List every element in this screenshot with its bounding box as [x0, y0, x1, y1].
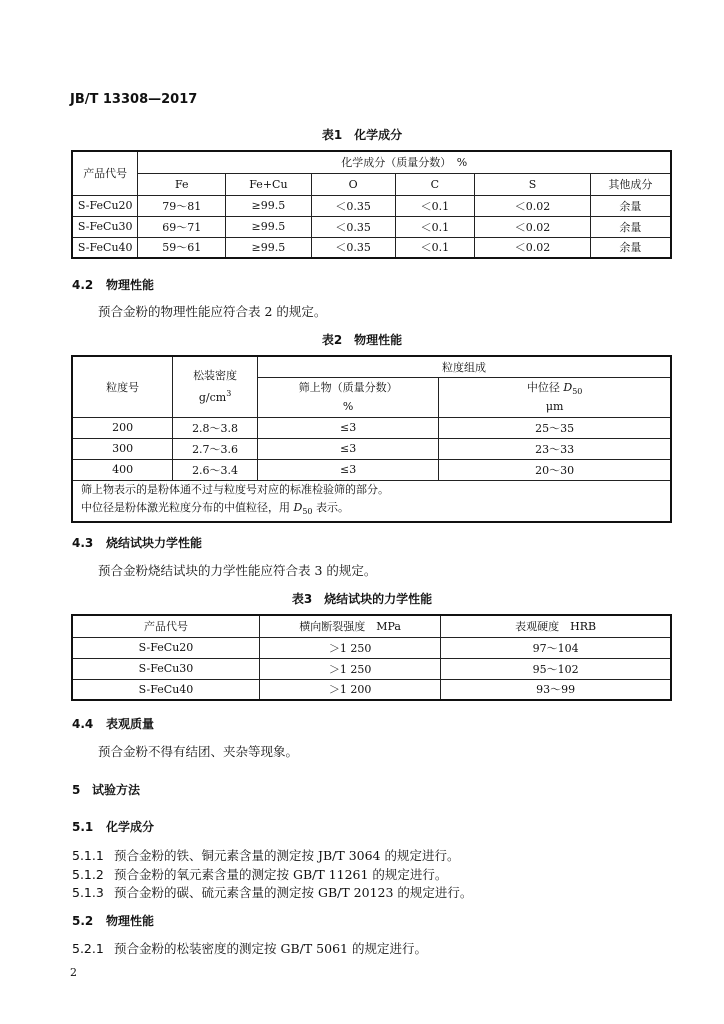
- table-row: [72, 658, 671, 679]
- section-title: 试验方法: [92, 783, 141, 797]
- table2: [71, 355, 672, 523]
- table-row: [72, 417, 671, 438]
- table-cell: S-FeCu20: [72, 637, 259, 658]
- table-cell: 69～71: [138, 216, 226, 237]
- table1-col-fecu: Fe+Cu: [226, 173, 312, 195]
- table1-col-o: O: [311, 173, 395, 195]
- table-row: [72, 679, 671, 700]
- clause-text: 预合金粉的松装密度的测定按 GB/T 5061 的规定进行。: [114, 941, 427, 956]
- table-cell: 59～61: [138, 237, 226, 258]
- table3-col-strength: 横向断裂强度 MPa: [259, 615, 440, 637]
- section-number: 4.4: [72, 717, 94, 731]
- table1-caption: 表1 化学成分: [321, 128, 403, 142]
- table-cell: 20～30: [439, 459, 671, 480]
- table-row: [72, 195, 671, 216]
- section-number: 4.3: [72, 536, 94, 550]
- table2-col-grain: 粒度号: [72, 356, 173, 417]
- section-4-4-heading: [72, 715, 154, 732]
- table1-header-group: 化学成分（质量分数） %: [138, 151, 671, 173]
- section-title: 物理性能: [106, 914, 155, 928]
- table3-col-hardness: 表观硬度 HRB: [441, 615, 671, 637]
- table-row: [72, 237, 671, 258]
- table1-header-row: [72, 151, 671, 173]
- table-cell: ＜0.35: [311, 237, 395, 258]
- table-cell: 25～35: [439, 417, 671, 438]
- clause-5-1-2: [72, 865, 447, 883]
- table-cell: 2.6～3.4: [173, 459, 258, 480]
- table2-sieve-unit: %: [257, 397, 438, 417]
- table-cell: 95～102: [441, 658, 671, 679]
- table-cell: 余量: [590, 216, 671, 237]
- table-cell: 79～81: [138, 195, 226, 216]
- table2-header-row: [72, 356, 671, 377]
- median-prefix: 中位径: [526, 380, 564, 394]
- table2-median-unit: μm: [439, 397, 671, 417]
- table-cell: ＜0.1: [395, 237, 475, 258]
- table1: [71, 150, 672, 259]
- clause-text: 预合金粉的碳、硫元素含量的测定按 GB/T 20123 的规定进行。: [114, 885, 473, 900]
- note-suffix: 表示。: [312, 500, 350, 514]
- table-row: [72, 459, 671, 480]
- table-cell: S-FeCu30: [72, 216, 138, 237]
- clause-number: 5.1.2: [72, 867, 104, 882]
- table2-caption: 表2 物理性能: [321, 333, 403, 347]
- table-cell: 200: [72, 417, 173, 438]
- table-cell: 余量: [590, 195, 671, 216]
- section-title: 物理性能: [106, 278, 155, 292]
- table-cell: 2.8～3.8: [173, 417, 258, 438]
- table1-header-product: 产品代号: [72, 151, 138, 195]
- section-number: 4.2: [72, 278, 94, 292]
- median-subscript: 50: [572, 386, 583, 396]
- clause-number: 5.2.1: [72, 941, 104, 956]
- table-cell: ＞1 200: [259, 679, 440, 700]
- table-row: [72, 216, 671, 237]
- table-cell: ＜0.35: [311, 195, 395, 216]
- density-unit-base: g/cm: [198, 390, 227, 404]
- table-cell: ≤3: [257, 438, 438, 459]
- table-cell: ≥99.5: [226, 195, 312, 216]
- table1-col-fe: Fe: [138, 173, 226, 195]
- density-unit: [173, 385, 257, 407]
- clause-text: 预合金粉的铁、铜元素含量的测定按 JB/T 3064 的规定进行。: [114, 848, 460, 863]
- table-cell: 97～104: [441, 637, 671, 658]
- table-cell: ＜0.1: [395, 195, 475, 216]
- table-cell: ＞1 250: [259, 637, 440, 658]
- section-4-2-text: 预合金粉的物理性能应符合表 2 的规定。: [98, 304, 327, 319]
- section-5-2-heading: [72, 912, 154, 929]
- section-title: 烧结试块力学性能: [106, 536, 203, 550]
- density-unit-exponent: 3: [226, 388, 232, 398]
- section-number: 5.2: [72, 914, 94, 928]
- clause-5-1-1: [72, 846, 459, 864]
- table1-col-c: C: [395, 173, 475, 195]
- density-label: 松装密度: [193, 368, 238, 382]
- table-cell: ＞1 250: [259, 658, 440, 679]
- section-number: 5: [72, 783, 81, 797]
- section-title: 表观质量: [106, 717, 155, 731]
- table-cell: ≤3: [257, 459, 438, 480]
- table2-notes: [72, 480, 671, 522]
- section-4-2-heading: [72, 276, 154, 293]
- table-cell: 400: [72, 459, 173, 480]
- note-symbol: D: [293, 500, 303, 514]
- table-cell: 余量: [590, 237, 671, 258]
- page-number: 2: [70, 966, 77, 979]
- table-row: [72, 637, 671, 658]
- clause-5-2-1: [72, 939, 427, 957]
- table3-caption: 表3 烧结试块的力学性能: [291, 592, 433, 606]
- table3-header-row: [72, 615, 671, 637]
- note-prefix: 中位径是粉体激光粒度分布的中值粒径，用: [81, 500, 294, 514]
- table-cell: ＜0.35: [311, 216, 395, 237]
- table-cell: 300: [72, 438, 173, 459]
- table1-col-other: 其他成分: [590, 173, 671, 195]
- section-4-4-text: 预合金粉不得有结团、夹杂等现象。: [98, 744, 299, 759]
- section-number: 5.1: [72, 820, 94, 834]
- table-cell: ≤3: [257, 417, 438, 438]
- clause-number: 5.1.3: [72, 885, 104, 900]
- clause-text: 预合金粉的氧元素含量的测定按 GB/T 11261 的规定进行。: [114, 867, 448, 882]
- table3: [71, 614, 672, 701]
- table-cell: 23～33: [439, 438, 671, 459]
- table-cell: 2.7～3.6: [173, 438, 258, 459]
- table2-col-median: [439, 377, 671, 397]
- table-row: [72, 438, 671, 459]
- table2-note-2: [81, 499, 670, 521]
- table-cell: S-FeCu40: [72, 679, 259, 700]
- table-cell: S-FeCu30: [72, 658, 259, 679]
- table-cell: S-FeCu40: [72, 237, 138, 258]
- table2-col-sieve: 筛上物（质量分数）: [257, 377, 438, 397]
- table-cell: ≥99.5: [226, 237, 312, 258]
- section-5-1-heading: [72, 818, 154, 835]
- table-cell: ＜0.02: [475, 237, 591, 258]
- note-subscript: 50: [302, 506, 313, 516]
- section-4-3-text: 预合金粉烧结试块的力学性能应符合表 3 的规定。: [98, 563, 377, 578]
- median-symbol: D: [563, 380, 573, 394]
- table1-col-s: S: [475, 173, 591, 195]
- table2-col-density: [173, 356, 258, 417]
- clause-number: 5.1.1: [72, 848, 104, 863]
- table-cell: ＜0.02: [475, 195, 591, 216]
- table2-col-group: 粒度组成: [257, 356, 671, 377]
- section-title: 化学成分: [106, 820, 155, 834]
- section-5-heading: [72, 781, 140, 798]
- table1-subheader-row: [72, 173, 671, 195]
- table-cell: 93～99: [441, 679, 671, 700]
- table2-note-1: 筛上物表示的是粉体通不过与粒度号对应的标准检验筛的部分。: [81, 482, 389, 496]
- table-cell: ≥99.5: [226, 216, 312, 237]
- clause-5-1-3: [72, 883, 472, 901]
- table3-col-product: 产品代号: [72, 615, 259, 637]
- section-4-3-heading: [72, 534, 202, 551]
- standard-number: JB/T 13308—2017: [70, 92, 198, 107]
- table-cell: ＜0.1: [395, 216, 475, 237]
- table-cell: S-FeCu20: [72, 195, 138, 216]
- table-cell: ＜0.02: [475, 216, 591, 237]
- table2-notes-row: [72, 480, 671, 522]
